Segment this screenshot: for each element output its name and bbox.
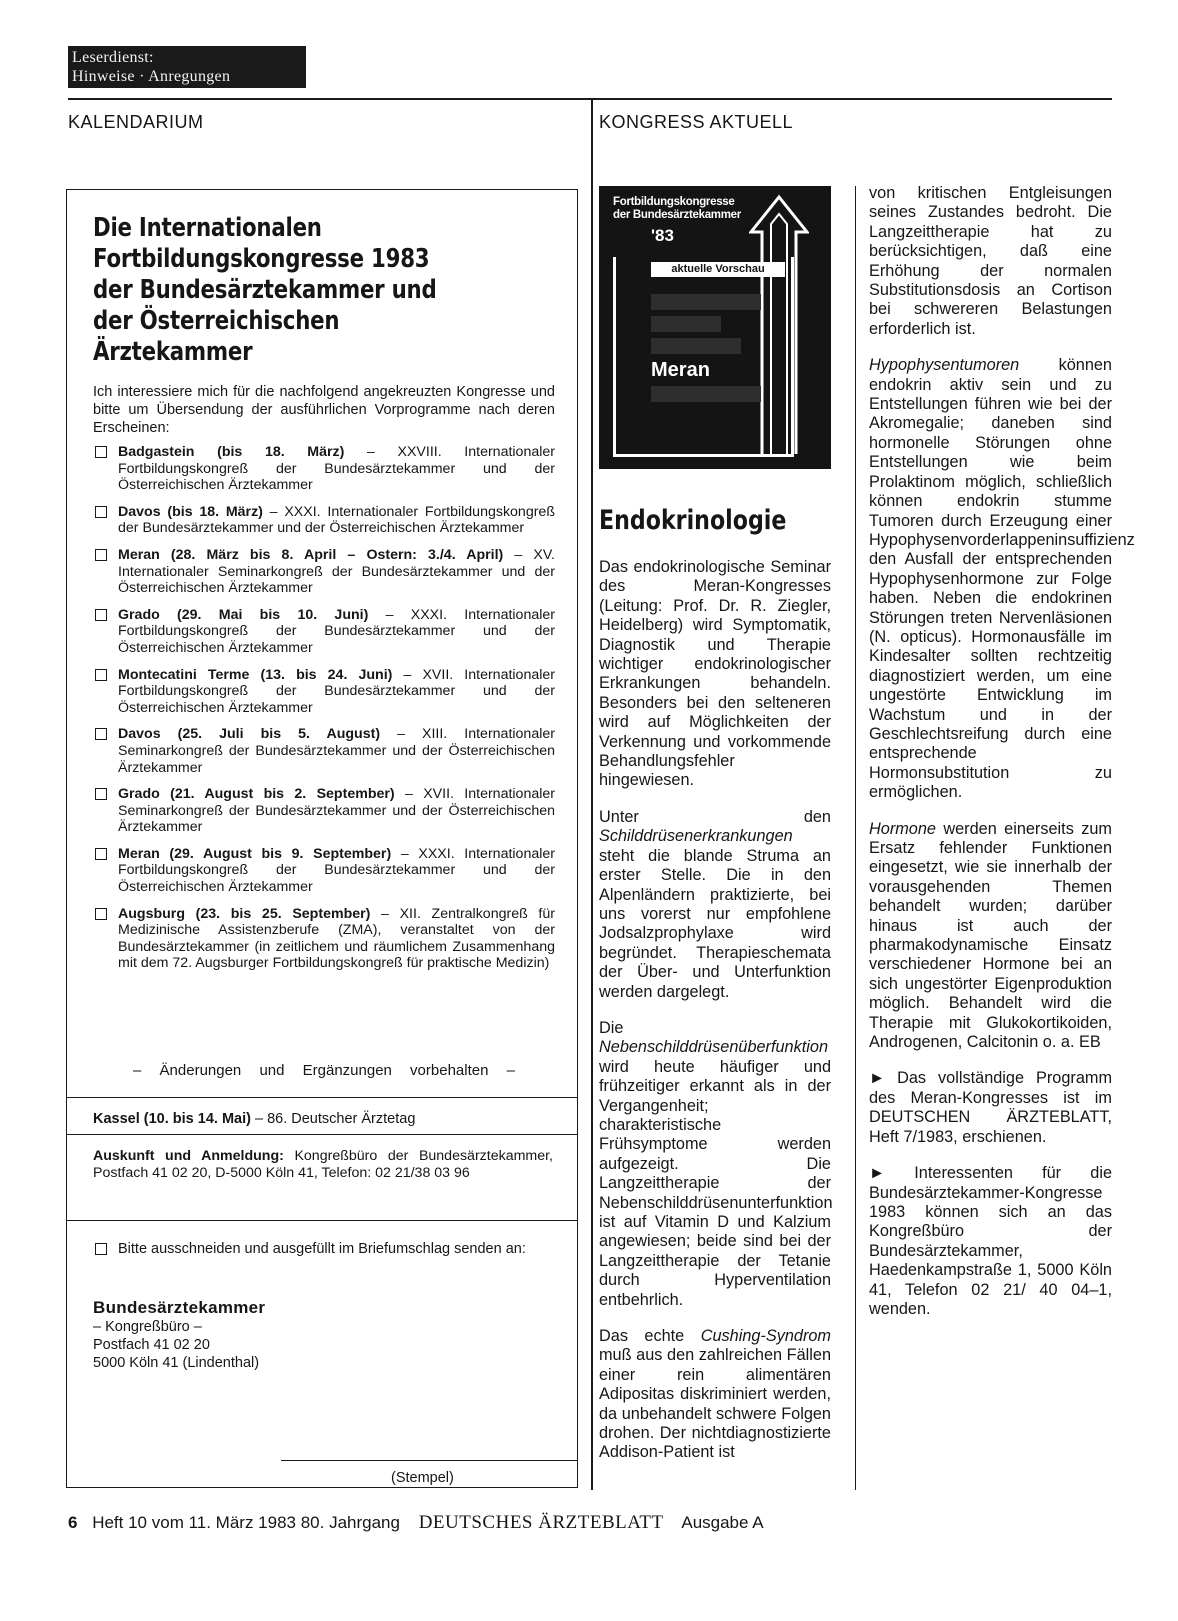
aerztetag-date: Kassel (10. bis 14. Mai) [93,1111,251,1127]
congress-entry [93,786,555,836]
poster-heading [613,196,741,222]
change-note: – Änderungen und Ergänzungen vorbehalten – [133,1062,515,1079]
aerztetag-text: – 86. Deutscher Ärztetag [250,1111,416,1127]
paragraph [599,808,831,1002]
issue-info: Heft 10 vom 11. März 1983 80. Jahrgang [92,1513,400,1532]
congress-name: Montecatini Terme (13. bis 24. Juni) [118,666,393,683]
article-column-2 [869,184,1135,1336]
poster-faded-line [651,316,721,332]
cut-text: Bitte ausschneiden und ausgefüllt im Briefumschlag senden an: [118,1241,526,1257]
text: Interessenten für die Bundesärztekammer-Kongresse 1983 können sich an das Kongreßbüro der Bundesärztekammer, Haedenkampstraße 1, 5000 Köln 41, Telefon 02 21/ 40 04–1, wenden. [869,1164,1112,1318]
address-block [93,1297,265,1372]
poster-faded-line [651,386,761,402]
congress-name: Davos (25. Juli bis 5. August) [118,726,381,743]
section-kongress-aktuell: KONGRESS AKTUELL [599,112,794,132]
congress-name: Meran (29. August bis 9. September) [118,845,392,862]
text: wird heute häufiger und frühzeitiger erkannt als in der Vergangenheit; charakteristische Frühsymptome werden aufgezeigt. Die Langzeittherapie der Nebenschilddrüsenunterfunktion ist auf Vitamin D und Kalzium angewiesen; beide sind bei der Langzeittherapie der Tetanie durch Hyperventilation entbehrlich. [599,1057,833,1309]
arrow-up-icon [749,192,809,454]
paragraph [599,1019,831,1310]
paragraph [869,356,1135,802]
section-kalendarium: KALENDARIUM [68,112,204,132]
text: können endokrin aktiv sein und zu Entstellungen führen wie bei der Akromegalie; daneben sind hormonelle Störungen ohne Entstellungen wie beim Prolaktinom möglich, schließlich können endokrin stumme Tumoren durch Erzeugung einer Hypophysenvorderlappeninsuffizienz den Ausfall der entsprechenden Hypophysenhormone zur Folge haben. Neben die endokrinen Störungen treten Nervenläsionen (N. opticus). Hormonausfälle im Kindesalter sollten rechtzeitig diagnostiziert werden, um eine ungestörte Entwicklung im Wachstum und in der Geschlechtsreifung durch eine entsprechende Hormonsubstitution zu ermöglichen. [869,356,1135,802]
congress-description: – XXXI. Internationaler Fortbildungskongreß der Bundesärztekammer und der Österreichischen Ärztekammer [118,845,555,896]
congress-entry [93,504,555,537]
contact-text: Kongreßbüro der Bundesärztekammer, Postfach 41 02 20, D-5000 Köln 41, Telefon: 02 21/38 03 96 [93,1148,553,1181]
page-footer [68,1512,764,1534]
emphasis: Hormone [869,819,936,838]
emphasis: Cushing-Syndrom [700,1327,831,1346]
poster-faded-line [651,294,761,310]
stamp-line [281,1460,578,1461]
congress-description: – XVII. Internationaler Seminarkongreß der Bundesärztekammer und der Österreichischen Ärztekammer [118,786,555,836]
poster-line-2: der Bundesärztekammer [613,209,741,221]
article-heading: Endokrinologie [599,505,787,536]
paragraph [869,820,1112,1053]
column-divider [591,98,593,1490]
checkbox[interactable] [95,549,107,561]
top-rule [68,98,1112,100]
edition: Ausgabe A [681,1513,764,1532]
text: Das endokrinologische Seminar des Meran-Kongresses (Leitung: Prof. Dr. R. Ziegler, Heidelberg) wird Symptomatik, Diagnostik und Therapie wichtiger endokrinologischer Erkrankungen behandeln. Besonders bei den selteneren wird auf Möglichkeiten der Verkennung und vorkommende Behandlungsfehler hingewiesen. [599,558,831,790]
congress-entry [93,667,555,717]
intro-text: Ich interessiere mich für die nachfolgend angekreuzten Kongresse und bitte um Übersendung der ausführlichen Vorprogramme nach deren Erscheinen: [93,384,555,436]
text: steht die blande Struma an erster Stelle. Die in den Alpenländern praktizierte, bei uns vorerst nur empfohlene Jodsalzprophylaxe wird begründet. Therapieschemata der Über- und Unterfunktion werden dargelegt. [599,846,831,1001]
text: Das vollständige Programm des Meran-Kongresses ist im DEUTSCHEN ÄRZTEBLATT, Heft 7/1983, erschienen. [869,1069,1113,1146]
aerztetag-line [93,1111,415,1127]
tag-line-1: Leserdienst: [72,49,154,66]
congress-entry [93,607,555,657]
congress-poster [599,186,831,469]
congress-list [93,444,555,982]
poster-year: '83 [651,226,674,245]
page-title: Die Internationalen Fortbildungskongresse 1983 der Bundesärztekammer und der Österreichischen Ärztekammer [93,213,437,367]
page-number: 6 [68,1513,78,1532]
tag-line-2: Hinweise · Anregungen [72,68,231,85]
checkbox[interactable] [95,1243,107,1255]
poster-meran: Meran [651,359,710,381]
congress-name: Meran (28. März bis 8. April – Ostern: 3./4. April) [118,546,504,563]
divider [66,1220,578,1221]
congress-description: – XVII. Internationaler Fortbildungskongreß der Bundesärztekammer und der Österreichischen Ärztekammer [118,666,555,716]
emphasis: Schilddrüsenerkrankungen [599,827,793,846]
text: ► [869,1164,915,1183]
congress-entry [93,726,555,776]
congress-description: – XXXI. Internationaler Fortbildungskongreß der Bundesärztekammer und der Österreichischen Ärztekammer [118,606,555,656]
address-name: Bundesärztekammer [93,1298,266,1317]
cut-instruction [93,1240,553,1258]
congress-name: Davos (bis 18. März) [118,503,263,520]
paragraph [869,184,1112,339]
congress-entry [93,846,555,896]
congress-description: – XII. Zentralkongreß für Medizinische Assistenzberufe (ZMA), veranstaltet von der Bundesärztekammer (in zeitlichem und räumlichem Zusammenhang mit dem 72. Augsburger Fortbildungskongreß für praktische Medizin) [118,905,555,972]
stamp-label: (Stempel) [391,1470,454,1486]
address-line: 5000 Köln 41 (Lindenthal) [93,1355,260,1371]
paragraph [869,1164,1112,1319]
congress-description: – XXVIII. Internationaler Fortbildungskongreß der Bundesärztekammer und der Österreichischen Ärztekammer [118,444,555,494]
checkbox[interactable] [95,848,107,860]
congress-description: – XIII. Internationaler Seminarkongreß der Bundesärztekammer und der Österreichischen Ärztekammer [118,726,555,776]
contact-info [93,1148,553,1182]
checkbox[interactable] [95,506,107,518]
congress-description: – XXXI. Internationaler Fortbildungskongreß der Bundesärztekammer und der Österreichischen Ärztekammer [118,503,555,537]
congress-description: – XV. Internationaler Seminarkongreß der Bundesärztekammer und der Österreichischen Ärztekammer [118,546,555,597]
checkbox[interactable] [95,446,107,458]
address-line: Postfach 41 02 20 [93,1337,210,1353]
article-column-1 [599,558,831,1480]
checkbox[interactable] [95,728,107,740]
congress-entry [93,444,555,494]
text: von kritischen Entgleisungen seines Zustandes bedroht. Die Langzeittherapie hat zu berücksichtigen, daß eine Erhöhung der normalen Substitutionsdosis an Cortison bei schwereren Belastungen erforderlich ist. [869,184,1112,338]
paragraph [869,1069,1112,1147]
divider [66,1097,578,1098]
checkbox[interactable] [95,669,107,681]
text: Unter den [599,807,831,826]
address-line: – Kongreßbüro – [93,1319,202,1335]
divider [66,1134,578,1135]
congress-name: Augsburg (23. bis 25. September) [118,905,371,922]
text: werden einerseits zum Ersatz fehlender Funktionen eingesetzt, wie sie innerhalb der vorausgehenden Themen behandelt wurden; darüber hinaus ist auch der pharmakodynamische Einsatz verschiedener Hormone bei an sich ungestörter Eigenproduktion möglich. Behandelt wird die Therapie mit Glukokortikoiden, Androgenen, Calcitonin o. a. EB [869,819,1112,1052]
text: muß aus den zahlreichen Fällen einer rein alimentären Adipositas diskriminiert werden, da unbehandelt schwere Folgen drohen. Der nichtdiagnostizierte Addison-Patient ist [599,1346,831,1462]
column-divider-right [855,186,856,1490]
poster-line-1: Fortbildungskongresse [613,196,735,208]
congress-entry [93,547,555,597]
text: Das echte [599,1327,701,1346]
checkbox[interactable] [95,609,107,621]
contact-label: Auskunft und Anmeldung: [93,1148,284,1164]
emphasis: Hypophysentumoren [869,356,1020,375]
checkbox[interactable] [95,908,107,920]
text: Die [599,1018,624,1037]
emphasis: Nebenschilddrüsenüberfunktion [599,1038,828,1057]
congress-name: Grado (21. August bis 2. September) [118,786,395,803]
poster-faded-line [651,338,741,354]
text: ► [869,1069,898,1088]
congress-entry [93,906,555,972]
congress-name: Badgastein (bis 18. März) [118,444,345,460]
section-tag [68,46,306,88]
paragraph [599,558,831,791]
checkbox[interactable] [95,788,107,800]
magazine-name: DEUTSCHES ÄRZTEBLATT [418,1512,664,1533]
paragraph [599,1327,831,1463]
poster-preview-bar: aktuelle Vorschau [651,262,785,277]
congress-name: Grado (29. Mai bis 10. Juni) [118,606,369,623]
